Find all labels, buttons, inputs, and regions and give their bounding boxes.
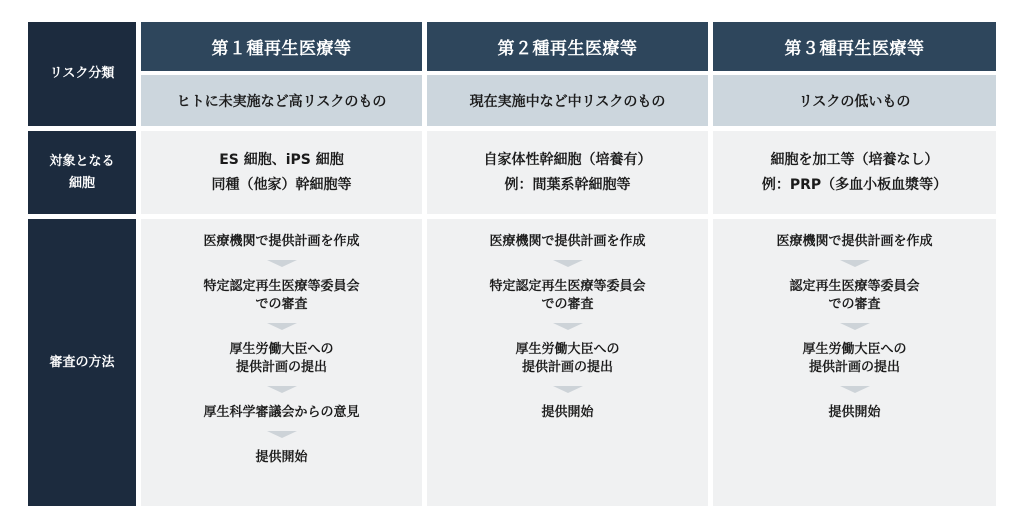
down-arrow-icon bbox=[267, 260, 297, 267]
column-header-class-3 bbox=[713, 22, 996, 71]
down-arrow-icon bbox=[267, 323, 297, 330]
flow-step: 認定再生医療等委員会 での審査 bbox=[789, 279, 920, 312]
flow-step: 医療機関で提供計画を作成 bbox=[203, 234, 360, 249]
row-header-target-label: 対象となる 細胞 bbox=[49, 153, 115, 191]
class-2-title: 第２種再生医療等 bbox=[497, 39, 638, 59]
flow-step: 特定認定再生医療等委員会 での審査 bbox=[203, 279, 360, 312]
class-1-risk-text: ヒトに未実施など高リスクのもの bbox=[176, 93, 387, 110]
row-header-method-label: 審査の方法 bbox=[49, 354, 115, 370]
target-cells-class-2 bbox=[427, 131, 708, 214]
flow-step: 厚生科学審議会からの意見 bbox=[203, 405, 360, 420]
risk-desc-class-2 bbox=[427, 75, 708, 126]
flow-step: 医療機関で提供計画を作成 bbox=[776, 234, 933, 249]
class-1-title: 第１種再生医療等 bbox=[211, 39, 352, 59]
flow-step: 提供開始 bbox=[255, 450, 308, 465]
class-1-cells-line1: ES 細胞、iPS 細胞 bbox=[219, 151, 344, 168]
row-header-risk bbox=[28, 22, 136, 126]
regenerative-medicine-classification-table bbox=[28, 22, 996, 506]
flow-step: 提供開始 bbox=[828, 405, 881, 420]
flow-step: 医療機関で提供計画を作成 bbox=[489, 234, 646, 249]
down-arrow-icon bbox=[553, 260, 583, 267]
column-header-class-2 bbox=[427, 22, 708, 71]
down-arrow-icon bbox=[840, 386, 870, 393]
risk-desc-class-1 bbox=[141, 75, 422, 126]
flow-step: 厚生労働大臣への 提供計画の提出 bbox=[802, 342, 907, 375]
class-3-title: 第３種再生医療等 bbox=[784, 39, 925, 59]
review-flow-class-1 bbox=[141, 219, 422, 506]
down-arrow-icon bbox=[840, 323, 870, 330]
class-3-cells-line2: 例：PRP（多血小板血漿等） bbox=[761, 176, 948, 193]
class-1-cells-line2: 同種（他家）幹細胞等 bbox=[211, 176, 352, 193]
column-header-class-1 bbox=[141, 22, 422, 71]
class-3-cells-line1: 細胞を加工等（培養なし） bbox=[770, 151, 939, 168]
risk-desc-class-3 bbox=[713, 75, 996, 126]
class-2-risk-text: 現在実施中など中リスクのもの bbox=[469, 93, 666, 110]
target-cells-class-1 bbox=[141, 131, 422, 214]
row-header-review-method bbox=[28, 219, 136, 506]
target-cells-class-3 bbox=[713, 131, 996, 214]
down-arrow-icon bbox=[840, 260, 870, 267]
review-flow-class-3 bbox=[713, 219, 996, 506]
flow-step: 厚生労働大臣への 提供計画の提出 bbox=[229, 342, 334, 375]
flow-step: 厚生労働大臣への 提供計画の提出 bbox=[515, 342, 620, 375]
review-flow-class-2 bbox=[427, 219, 708, 506]
down-arrow-icon bbox=[553, 386, 583, 393]
flow-step: 特定認定再生医療等委員会 での審査 bbox=[489, 279, 646, 312]
class-3-risk-text: リスクの低いもの bbox=[798, 93, 911, 110]
class-2-cells-line2: 例：間葉系幹細胞等 bbox=[504, 176, 631, 193]
class-2-cells-line1: 自家体性幹細胞（培養有） bbox=[483, 151, 652, 168]
down-arrow-icon bbox=[267, 386, 297, 393]
down-arrow-icon bbox=[267, 431, 297, 438]
down-arrow-icon bbox=[553, 323, 583, 330]
row-header-target-cells bbox=[28, 131, 136, 214]
flow-step: 提供開始 bbox=[541, 405, 594, 420]
row-header-risk-label: リスク分類 bbox=[49, 66, 115, 81]
